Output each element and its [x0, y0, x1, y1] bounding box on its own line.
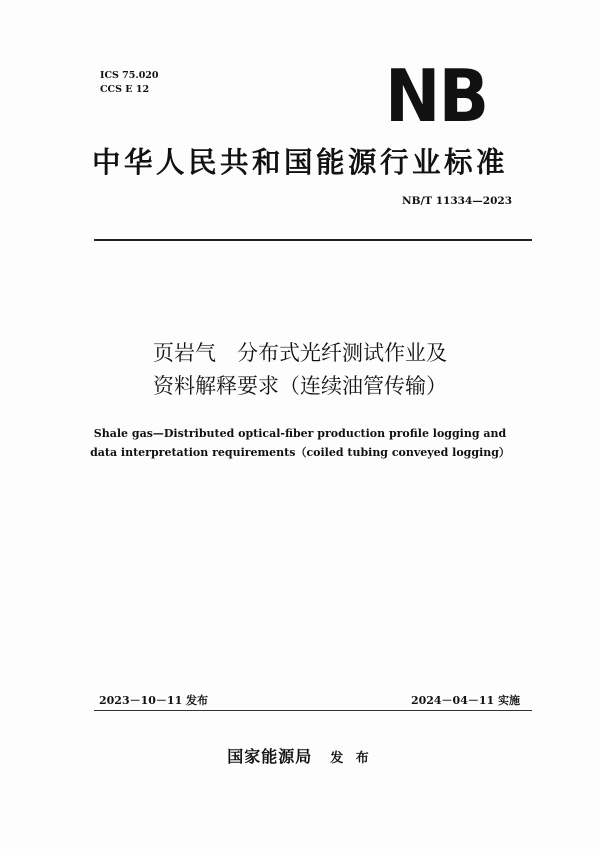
english-title-line-2: data interpretation requirements（coiled tubing conveyed logging）: [90, 446, 510, 459]
issue-action: 发 布: [330, 751, 373, 766]
english-title-line-1: Shale gas—Distributed optical-fiber production profile logging and: [93, 427, 507, 440]
english-title: [0, 424, 600, 462]
header-divider: [94, 239, 532, 241]
ics-code: ICS 75.020: [100, 70, 159, 81]
footer-divider: [94, 710, 532, 711]
nb-logo: NB: [385, 54, 488, 138]
classification-codes: [100, 69, 159, 97]
issue-date: 2023－10－11 发布: [99, 694, 209, 707]
ccs-code: CCS E 12: [100, 84, 150, 95]
chinese-title-line-1: 页岩气 分布式光纤测试作业及: [153, 341, 447, 365]
issuing-authority: [0, 744, 600, 767]
effective-date: 2024－04－11 实施: [410, 694, 520, 707]
standard-number: NB/T 11334—2023: [401, 195, 512, 207]
chinese-title-line-2: 资料解释要求（连续油管传输）: [153, 374, 447, 398]
standard-category-title: 中华人民共和国能源行业标准: [92, 146, 509, 179]
issuer-name: 国家能源局: [227, 747, 313, 766]
chinese-title: [0, 337, 600, 403]
